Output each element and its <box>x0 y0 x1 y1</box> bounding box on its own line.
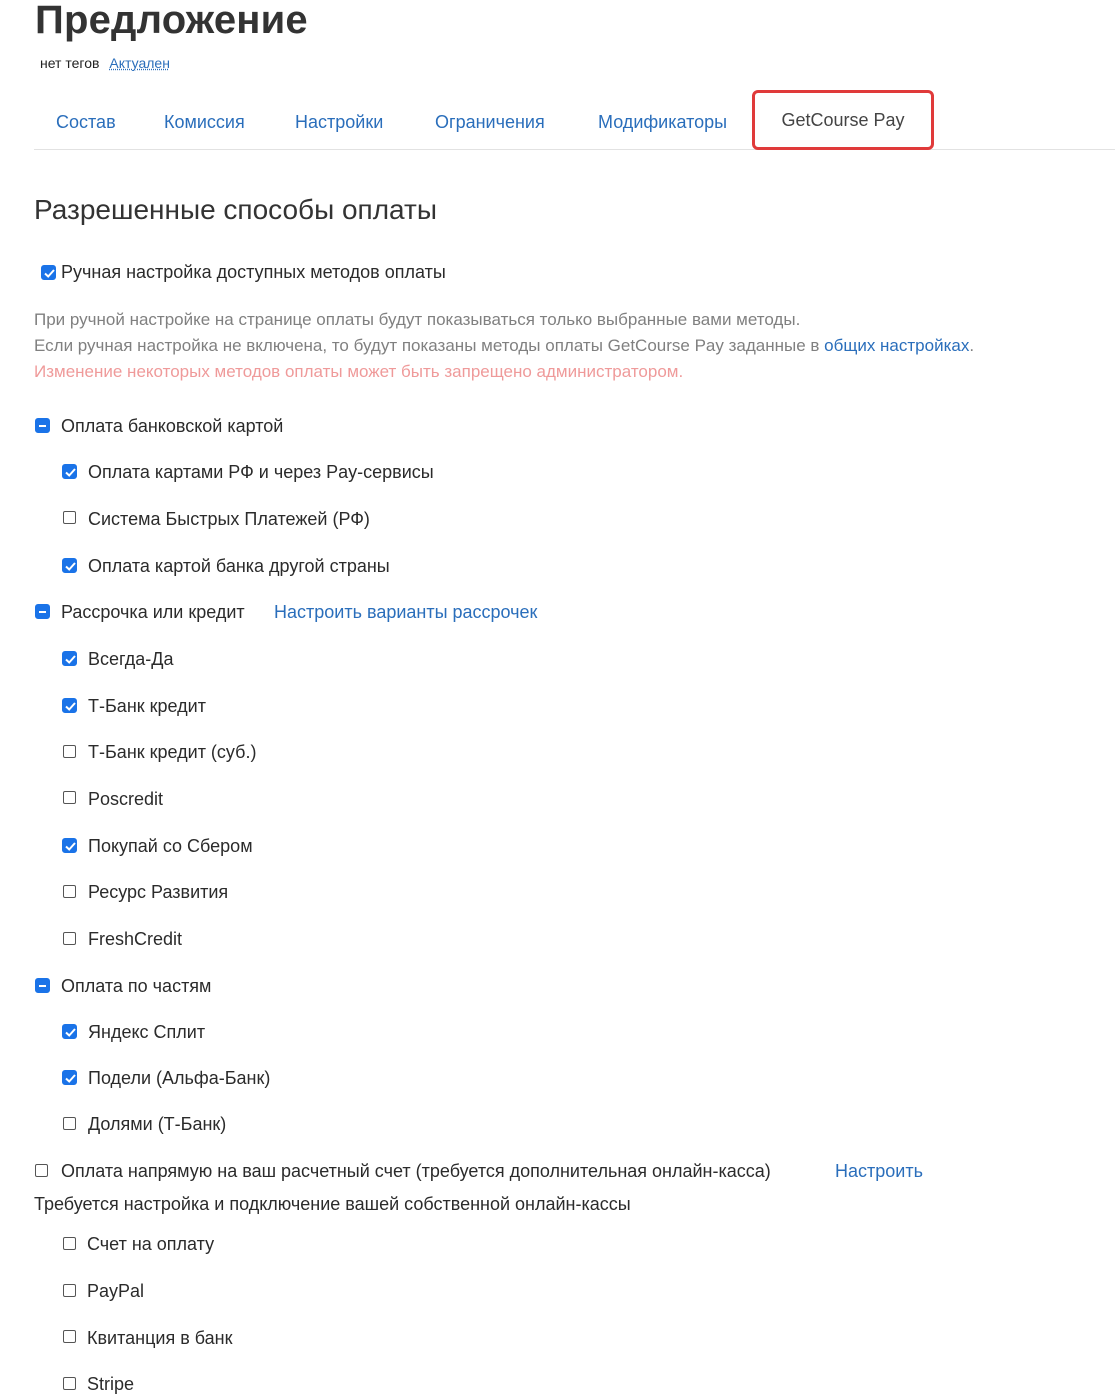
help-warning: Изменение некоторых методов оплаты может быть запрещено администратором. <box>34 362 684 381</box>
podeli-label: Подели (Альфа-Банк) <box>88 1068 271 1088</box>
help-line-2-text: Если ручная настройка не включена, то будут показаны методы оплаты GetCourse Pay заданные в <box>34 336 825 355</box>
card-group-checkbox[interactable] <box>35 418 50 433</box>
configure-installments-link[interactable]: Настроить варианты рассрочек <box>274 602 538 622</box>
bank-receipt-checkbox[interactable] <box>63 1330 76 1343</box>
direct-note: Требуется настройка и подключение вашей собственной онлайн-кассы <box>34 1194 631 1214</box>
vsegda-da-label: Всегда-Да <box>88 649 174 669</box>
tab-bar <box>34 92 1115 150</box>
sbp-label: Система Быстрых Платежей (РФ) <box>88 509 370 529</box>
direct-group-checkbox[interactable] <box>35 1164 48 1177</box>
help-line-1: При ручной настройке на странице оплаты будут показываться только выбранные вами методы. <box>34 310 801 329</box>
direct-group-label: Оплата напрямую на ваш расчетный счет (требуется дополнительная онлайн-касса) <box>61 1161 771 1181</box>
section-heading: Разрешенные способы оплаты <box>34 194 437 225</box>
stripe-checkbox[interactable] <box>63 1377 76 1390</box>
sbp-checkbox[interactable] <box>63 511 76 524</box>
parts-group-checkbox[interactable] <box>35 978 50 993</box>
card-rf-checkbox[interactable] <box>62 464 77 479</box>
poscredit-checkbox[interactable] <box>63 791 76 804</box>
yandex-split-label: Яндекс Сплит <box>88 1022 206 1042</box>
manual-setup-checkbox[interactable] <box>41 265 56 280</box>
podeli-checkbox[interactable] <box>62 1070 77 1085</box>
tab-settings[interactable]: Настройки <box>295 112 384 132</box>
manual-setup-label: Ручная настройка доступных методов оплаты <box>61 262 446 282</box>
tbank-credit-checkbox[interactable] <box>62 698 77 713</box>
tbank-credit-sub-label: Т-Банк кредит (суб.) <box>88 742 257 762</box>
foreign-card-checkbox[interactable] <box>62 558 77 573</box>
tags-line <box>40 53 170 73</box>
credit-group-label: Рассрочка или кредит <box>61 602 245 622</box>
general-settings-link[interactable]: общих настройках <box>824 336 970 355</box>
check-icon <box>63 1025 78 1040</box>
check-icon <box>63 839 78 854</box>
paypal-label: PayPal <box>87 1281 145 1301</box>
card-rf-label: Оплата картами РФ и через Pay-сервисы <box>88 462 434 482</box>
invoice-checkbox[interactable] <box>63 1237 76 1250</box>
check-icon <box>63 1071 78 1086</box>
configure-direct-link[interactable]: Настроить <box>835 1161 923 1181</box>
check-icon <box>63 559 78 574</box>
freshcredit-label: FreshCredit <box>88 929 183 949</box>
parts-group-label: Оплата по частям <box>61 976 212 996</box>
sber-checkbox[interactable] <box>62 838 77 853</box>
invoice-label: Счет на оплату <box>87 1234 215 1254</box>
check-icon <box>63 465 78 480</box>
bank-receipt-label: Квитанция в банк <box>87 1328 233 1348</box>
page-title: Предложение <box>35 0 308 42</box>
check-icon <box>42 266 57 281</box>
stripe-label: Stripe <box>87 1374 135 1394</box>
status-link[interactable]: Актуален <box>109 55 170 71</box>
freshcredit-checkbox[interactable] <box>63 932 76 945</box>
card-group-label: Оплата банковской картой <box>61 416 284 436</box>
dolyami-label: Долями (Т-Банк) <box>88 1114 227 1134</box>
help-line-2-dot: . <box>969 336 975 355</box>
tags-label: нет тегов <box>40 55 100 71</box>
tab-modifiers[interactable]: Модификаторы <box>598 112 728 132</box>
sber-label: Покупай со Сбером <box>88 836 253 856</box>
tab-restrictions[interactable]: Ограничения <box>435 112 545 132</box>
poscredit-label: Poscredit <box>88 789 164 809</box>
check-icon <box>63 699 78 714</box>
help-text <box>34 307 974 385</box>
tab-getcourse-pay[interactable]: GetCourse Pay <box>752 90 934 150</box>
yandex-split-checkbox[interactable] <box>62 1024 77 1039</box>
dolyami-checkbox[interactable] <box>63 1117 76 1130</box>
tab-sostav[interactable]: Состав <box>56 112 116 132</box>
paypal-checkbox[interactable] <box>63 1284 76 1297</box>
resurs-label: Ресурс Развития <box>88 882 229 902</box>
foreign-card-label: Оплата картой банка другой страны <box>88 556 390 576</box>
tab-commission[interactable]: Комиссия <box>164 112 245 132</box>
tbank-credit-label: Т-Банк кредит <box>88 696 206 716</box>
help-line-2 <box>34 333 974 359</box>
check-icon <box>63 652 78 667</box>
resurs-checkbox[interactable] <box>63 885 76 898</box>
tbank-credit-sub-checkbox[interactable] <box>63 745 76 758</box>
vsegda-da-checkbox[interactable] <box>62 651 77 666</box>
credit-group-checkbox[interactable] <box>35 604 50 619</box>
